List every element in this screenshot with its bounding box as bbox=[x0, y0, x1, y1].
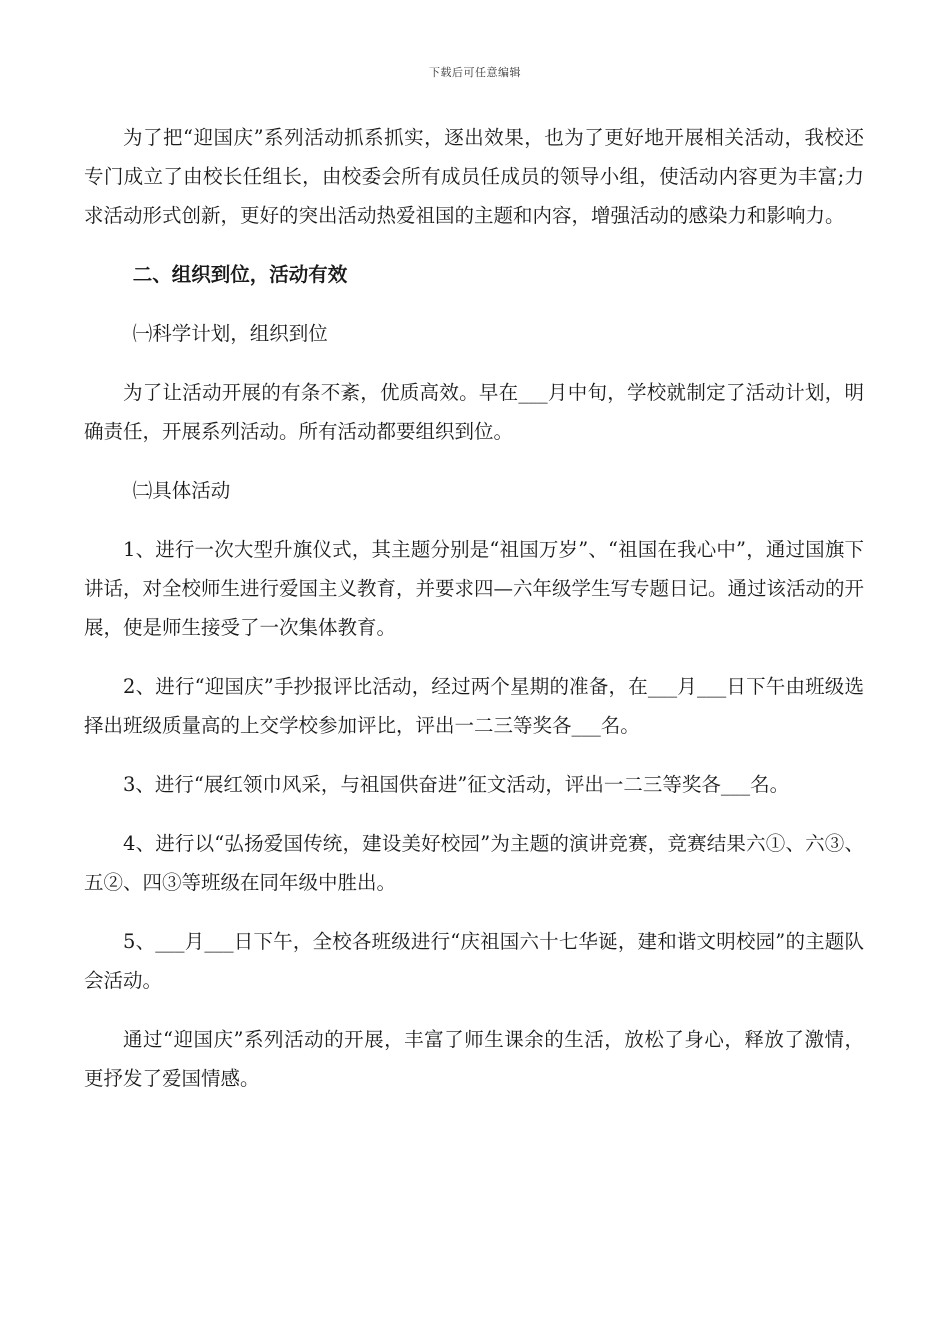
activity-item-5: 5、___月___日下午，全校各班级进行“庆祖国六十七华诞，建和谐文明校园”的主题队会活动。 bbox=[84, 930, 864, 992]
subsection-heading-1: ㈠科学计划，组织到位 bbox=[132, 322, 328, 345]
conclusion-paragraph: 通过“迎国庆”系列活动的开展，丰富了师生课余的生活，放松了身心，释放了激情，更抒发了爱国情感。 bbox=[84, 1028, 864, 1090]
activity-item-3: 3、进行“展红领巾风采，与祖国供奋进”征文活动，评出一二三等奖各___名。 bbox=[123, 773, 790, 796]
activity-item-1: 1、进行一次大型升旗仪式，其主题分别是“祖国万岁”、“祖国在我心中”，通过国旗下讲话，对全校师生进行爱国主义教育，并要求四—六年级学生写专题日记。通过该活动的开展，使是师生接受了一次集体教育。 bbox=[84, 538, 865, 639]
activity-item-2: 2、进行“迎国庆”手抄报评比活动，经过两个星期的准备，在___月___日下午由班级选择出班级质量高的上交学校参加评比，评出一二三等奖各___名。 bbox=[84, 675, 864, 737]
header-note: 下载后可任意编辑 bbox=[429, 66, 521, 79]
document-body bbox=[84, 118, 864, 1098]
subsection-1-paragraph: 为了让活动开展的有条不紊，优质高效。早在___月中旬，学校就制定了活动计划，明确责任，开展系列活动。所有活动都要组织到位。 bbox=[84, 381, 864, 443]
section-heading: 二、组织到位，活动有效 bbox=[132, 263, 348, 286]
activity-item-4: 4、进行以“弘扬爱国传统，建设美好校园”为主题的演讲竞赛，竞赛结果六①、六③、五②、四③等班级在同年级中胜出。 bbox=[84, 832, 864, 894]
subsection-heading-2: ㈡具体活动 bbox=[132, 479, 231, 502]
intro-paragraph: 为了把“迎国庆”系列活动抓系抓实，逐出效果，也为了更好地开展相关活动，我校还专门成立了由校长任组长，由校委会所有成员任成员的领导小组，使活动内容更为丰富;力求活动形式创新，更好的突出活动热爱祖国的主题和内容，增强活动的感染力和影响力。 bbox=[84, 126, 864, 227]
